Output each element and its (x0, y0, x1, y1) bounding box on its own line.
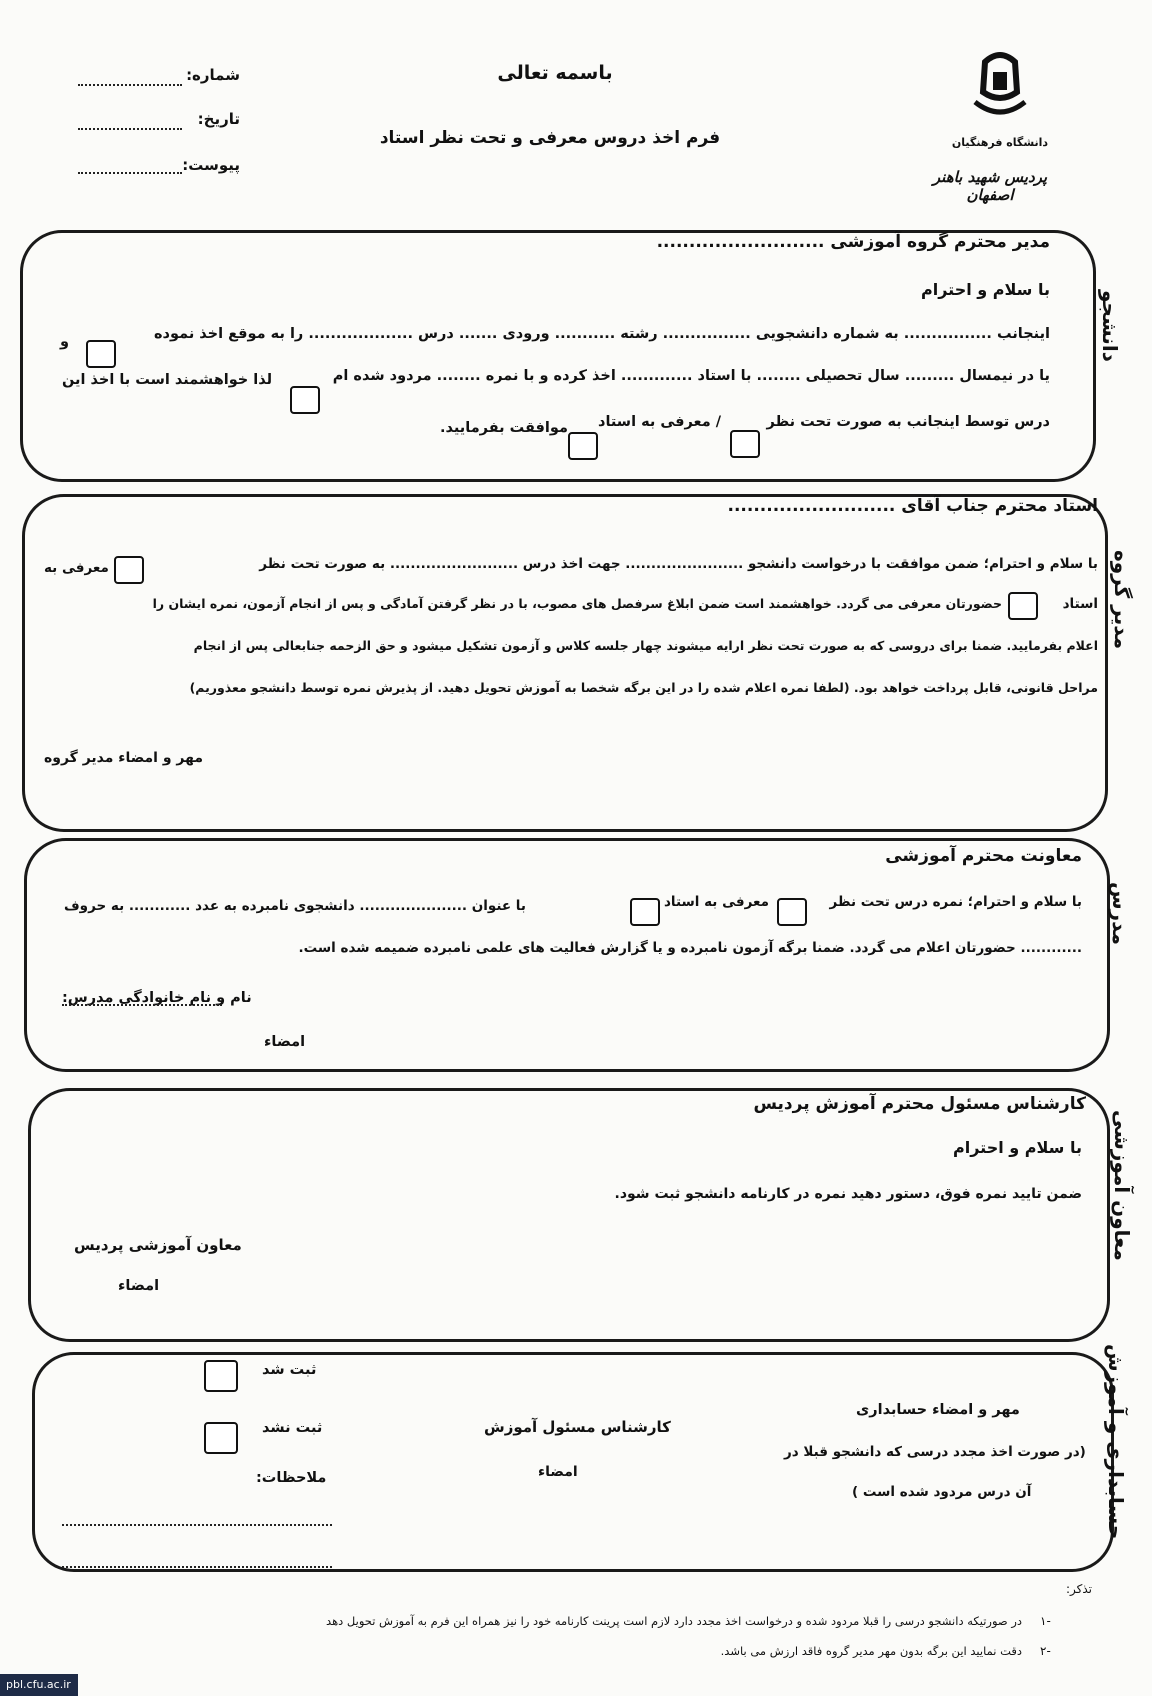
accounting-note-2: آن درس مردود شده است ) (852, 1484, 1032, 1500)
group-manager-line4: مراحل قانونی، قابل پرداخت خواهد بود. (لطفا نمره اعلام شده را در این برگه شخصا به آموزش تحویل دهید. از پذیرش نمره توسط دانشجو معذوریم) (189, 680, 1098, 695)
vice-sign: امضاء (118, 1278, 160, 1294)
accounting-side-label: حسابداری و آموزش (1104, 1344, 1128, 1540)
student-addressee: مدیر محترم گروه آموزشی .......................... (656, 232, 1050, 252)
instructor-name-field[interactable] (62, 1004, 222, 1006)
checkbox-registered[interactable] (204, 1360, 238, 1392)
instructor-name-label: نام و نام خانوادگی مدرس: (62, 990, 252, 1006)
checkbox-gm-supervised[interactable] (114, 556, 144, 584)
date-field[interactable] (78, 128, 182, 130)
vice-section (28, 1088, 1110, 1342)
student-line3-mid: / معرفی به استاد (598, 414, 722, 430)
instructor-line1-c: با عنوان ..................... دانشجوی نامبرده به عدد ............ به حروف (64, 898, 526, 914)
number-field[interactable] (78, 84, 182, 86)
group-manager-line1-end: معرفی به (44, 560, 109, 576)
checkbox-introduced[interactable] (568, 432, 598, 460)
campus-name: پردیس شهید باهنر اصفهان (932, 168, 1048, 204)
instructor-sign: امضاء (264, 1034, 306, 1050)
site-watermark: pbl.cfu.ac.ir (0, 1674, 78, 1696)
student-line1: اینجانب ................ به شماره دانشجویی ................ رشته ........... ورودی ....... درس ................... را به موقع اخذ نموده (154, 326, 1050, 342)
attachment-field[interactable] (78, 172, 182, 174)
group-manager-line2-start: استاد (1062, 596, 1098, 612)
vice-side-label: معاون آموزشی (1110, 1110, 1134, 1261)
instructor-line2: ............ حضورتان اعلام می گردد. ضمنا برگه آزمون نامبرده و یا گزارش فعالیت های علمی نامبرده ضمیمه شده است. (298, 940, 1082, 956)
university-logo-icon (955, 52, 1045, 147)
footnote-1-number: -۱ (1040, 1614, 1051, 1628)
student-line2-end: لذا خواهشمند است با اخذ این (62, 372, 273, 388)
student-line1-end: و (60, 334, 70, 350)
university-name: دانشگاه فرهنگیان (951, 136, 1049, 149)
instructor-side-label: مدرس (1108, 882, 1132, 946)
checkbox-gm-introduced[interactable] (1008, 592, 1038, 620)
not-registered-label: ثبت نشد (262, 1420, 323, 1436)
checkbox-taken-on-time[interactable] (86, 340, 116, 368)
education-officer: کارشناس مسئول آموزش (484, 1418, 671, 1436)
checkbox-instr-introduced[interactable] (630, 898, 660, 926)
group-manager-side-label: مدیر گروه (1110, 550, 1134, 650)
registered-label: ثبت شد (262, 1362, 317, 1378)
vice-body: ضمن تایید نمره فوق، دستور دهید نمره در کارنامه دانشجو ثبت شود. (614, 1186, 1082, 1202)
group-manager-line3: اعلام بفرمایید. ضمنا برای دروسی که به صورت تحت نظر ارایه میشوند چهار جلسه کلاس و آزمون تشکیل میشود و حق الزحمه جنابعالی پس از انجام (193, 638, 1098, 653)
date-label: تاریخ: (197, 110, 240, 128)
footnote-1: در صورتیکه دانشجو درسی را قبلا مردود شده و درخواست اخذ مجدد دارد لازم است پرینت کارنامه خود را نیز همراه این فرم به آموزش تحویل دهد (326, 1614, 1022, 1628)
notes-field-1[interactable] (62, 1524, 332, 1526)
footnotes-heading: تذکر: (1066, 1582, 1093, 1596)
group-manager-section (22, 494, 1108, 832)
vice-addressee: کارشناس مسئول محترم آموزش پردیس (753, 1094, 1086, 1114)
notes-field-2[interactable] (62, 1566, 332, 1568)
group-manager-signature: مهر و امضاء مدیر گروه (44, 750, 204, 766)
accounting-note-1: (در صورت اخذ مجدد درسی که دانشجو قبلا در (784, 1444, 1086, 1460)
student-line2: یا در نیمسال ......... سال تحصیلی ........ با استاد ............. اخذ کرده و با نمره ........ مردود شده ام (332, 368, 1050, 384)
basmala: باسمه تعالی (497, 62, 613, 84)
attachment-label: پیوست: (182, 156, 240, 174)
footnote-2: دقت نمایید این برگه بدون مهر مدیر گروه فاقد ارزش می باشد. (720, 1644, 1022, 1658)
instructor-line1-b: معرفی به استاد (664, 894, 769, 910)
form-title: فرم اخذ دروس معرفی و تحت نظر استاد (379, 128, 721, 148)
notes-label: ملاحظات: (256, 1470, 327, 1486)
student-line3-end: موافقت بفرمایید. (440, 420, 568, 436)
vice-greeting: با سلام و احترام (953, 1138, 1082, 1157)
number-label: شماره: (186, 66, 240, 84)
student-greeting: با سلام و احترام (921, 280, 1050, 299)
checkbox-supervised[interactable] (730, 430, 760, 458)
instructor-addressee: معاونت محترم آموزشی (885, 846, 1082, 866)
student-side-label: دانشجو (1098, 290, 1122, 362)
instructor-line1: با سلام و احترام؛ نمره درس تحت نظر (829, 894, 1082, 910)
group-manager-addressee: استاد محترم جناب آقای .......................... (727, 496, 1098, 516)
student-section (20, 230, 1096, 482)
group-manager-line1: با سلام و احترام؛ ضمن موافقت با درخواست دانشجو ....................... جهت اخذ درس ......................... به صورت تحت نظر (259, 556, 1098, 572)
checkbox-failed[interactable] (290, 386, 320, 414)
accounting-section (32, 1352, 1114, 1572)
vice-title: معاون آموزشی پردیس (74, 1236, 242, 1254)
checkbox-instr-supervised[interactable] (777, 898, 807, 926)
accounting-title: مهر و امضاء حسابداری (856, 1402, 1020, 1418)
group-manager-line2: حضورتان معرفی می گردد. خواهشمند است ضمن ابلاغ سرفصل های مصوب، با در نظر گرفتن آمادگی و پس از انجام آزمون، نمره ایشان را (152, 596, 1002, 611)
education-officer-sign: امضاء (538, 1464, 578, 1480)
student-line3: درس توسط اینجانب به صورت تحت نظر (766, 414, 1050, 430)
checkbox-not-registered[interactable] (204, 1422, 238, 1454)
footnote-2-number: -۲ (1040, 1644, 1051, 1658)
